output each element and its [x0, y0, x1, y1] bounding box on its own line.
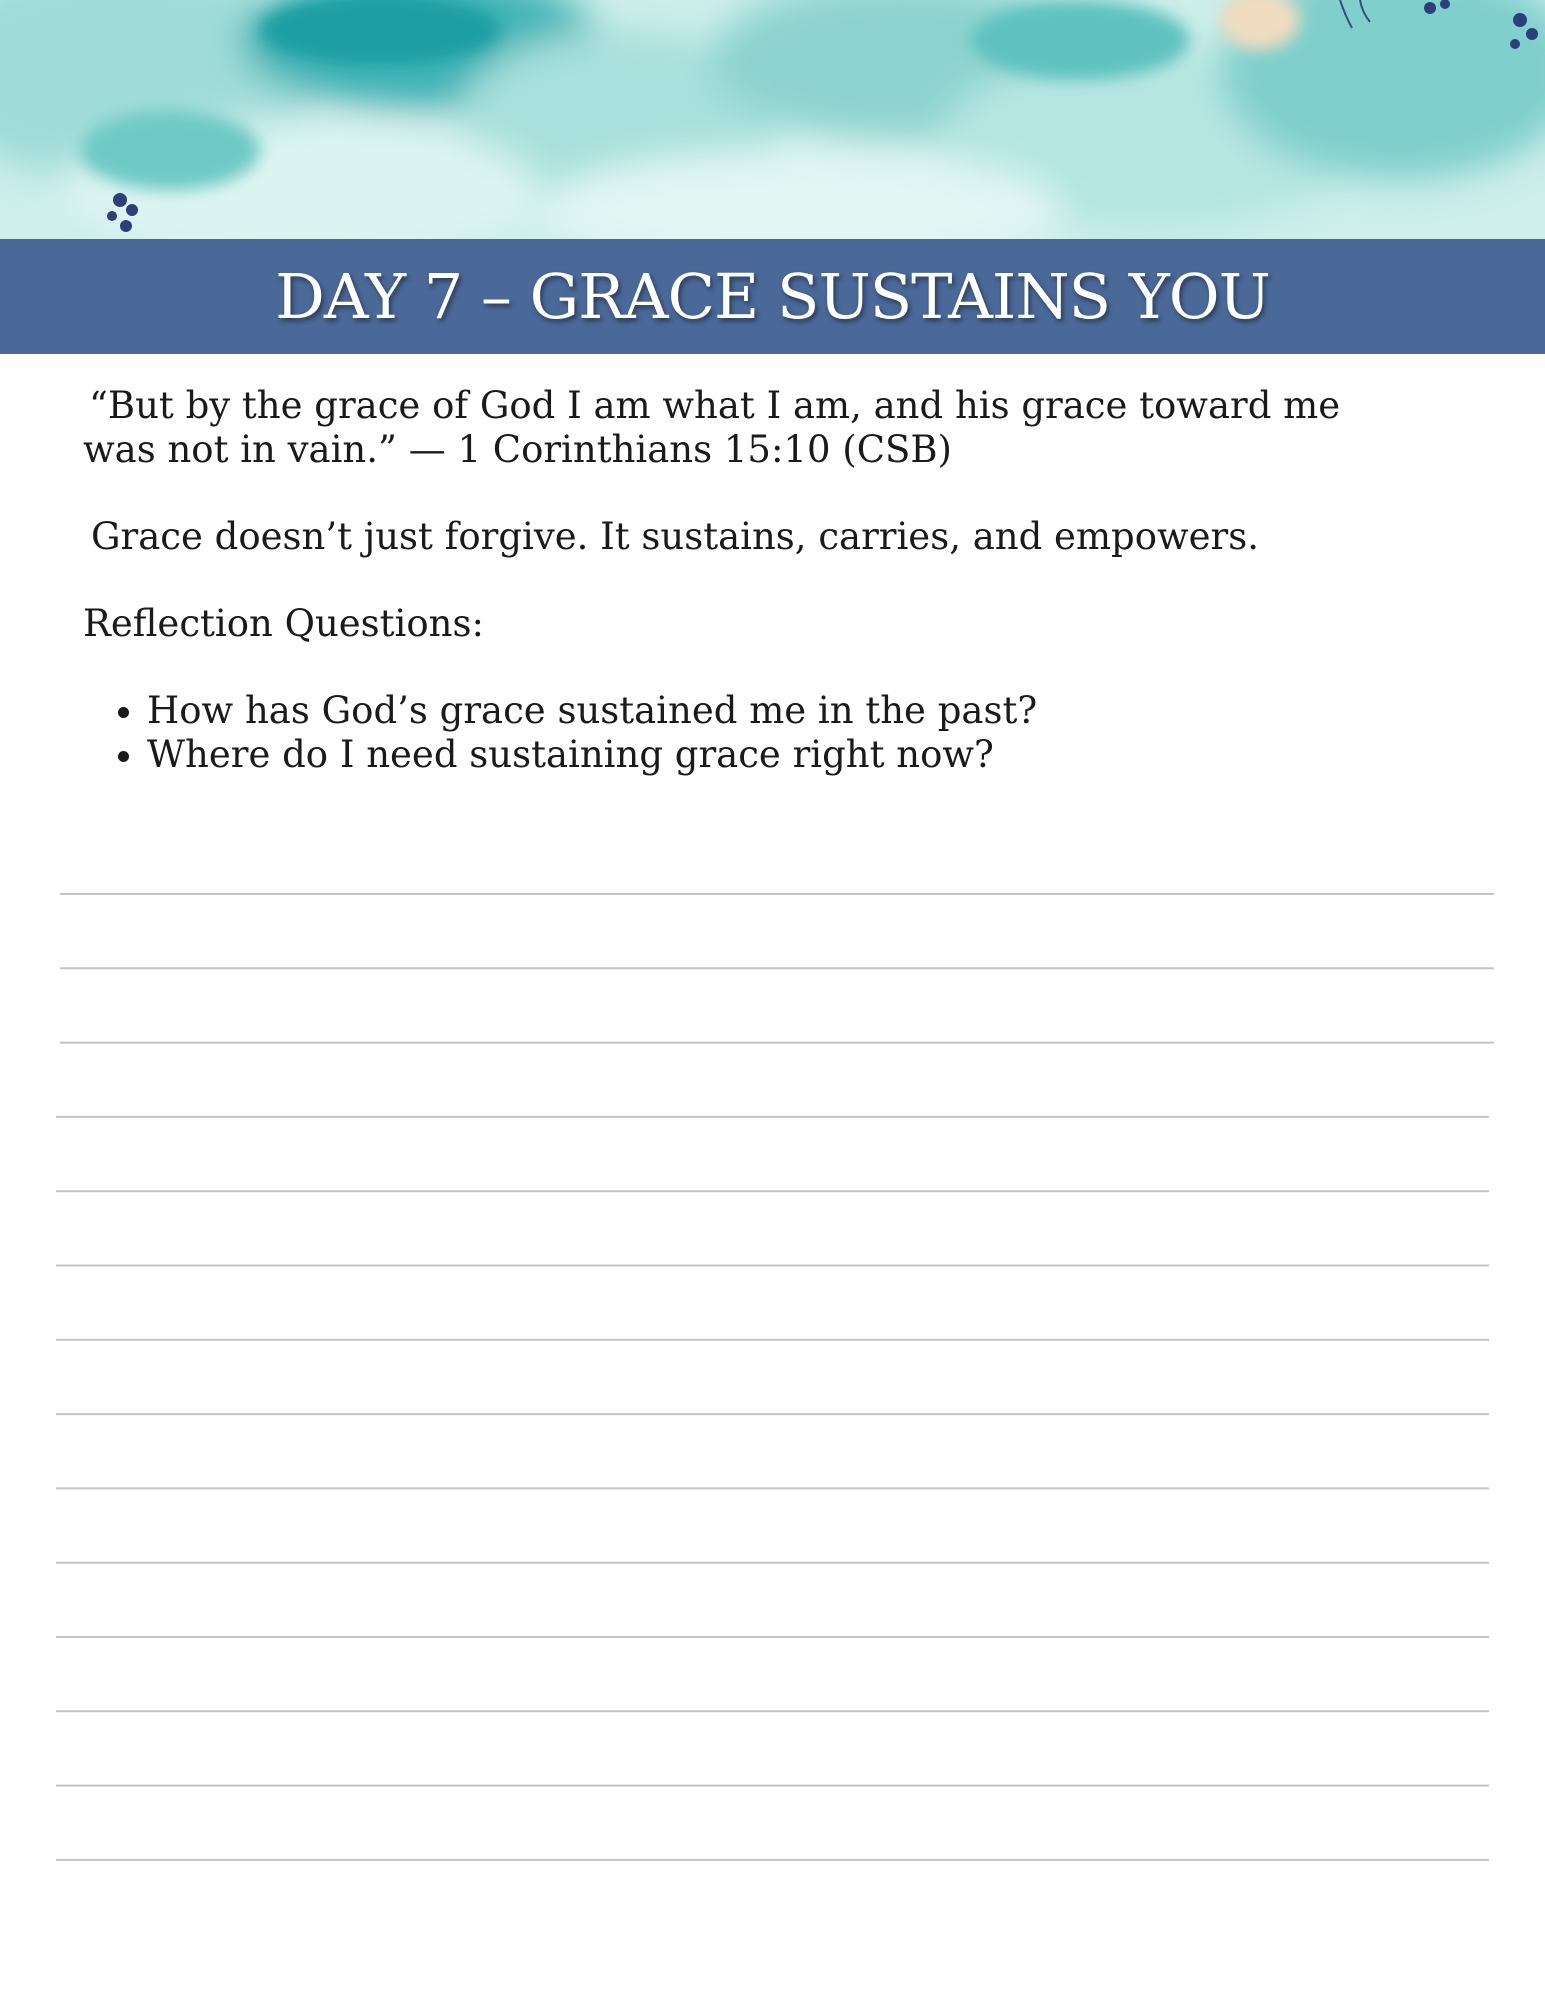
verse-quote: “But by the grace of God I am what I am, and his grace toward me was not in vain.”: [83, 384, 1341, 471]
verse-reference: — 1 Corinthians 15:10 (CSB): [396, 428, 952, 471]
watercolor-floral-icon: [0, 0, 1545, 240]
page-title: DAY 7 – GRACE SUSTAINS YOU: [275, 260, 1270, 333]
watercolor-banner: [0, 0, 1545, 240]
scripture-verse: [83, 384, 1423, 472]
reflection-question: • Where do I need sustaining grace right now?: [147, 733, 1453, 777]
title-bar: [0, 239, 1545, 354]
devotional-content: [83, 384, 1453, 777]
reflection-question: • How has God’s grace sustained me in the past?: [147, 689, 1453, 733]
reflection-questions-list: [83, 689, 1453, 777]
grace-statement: Grace doesn’t just forgive. It sustains, carries, and empowers.: [91, 515, 1259, 558]
reflection-heading: Reflection Questions:: [83, 602, 484, 645]
